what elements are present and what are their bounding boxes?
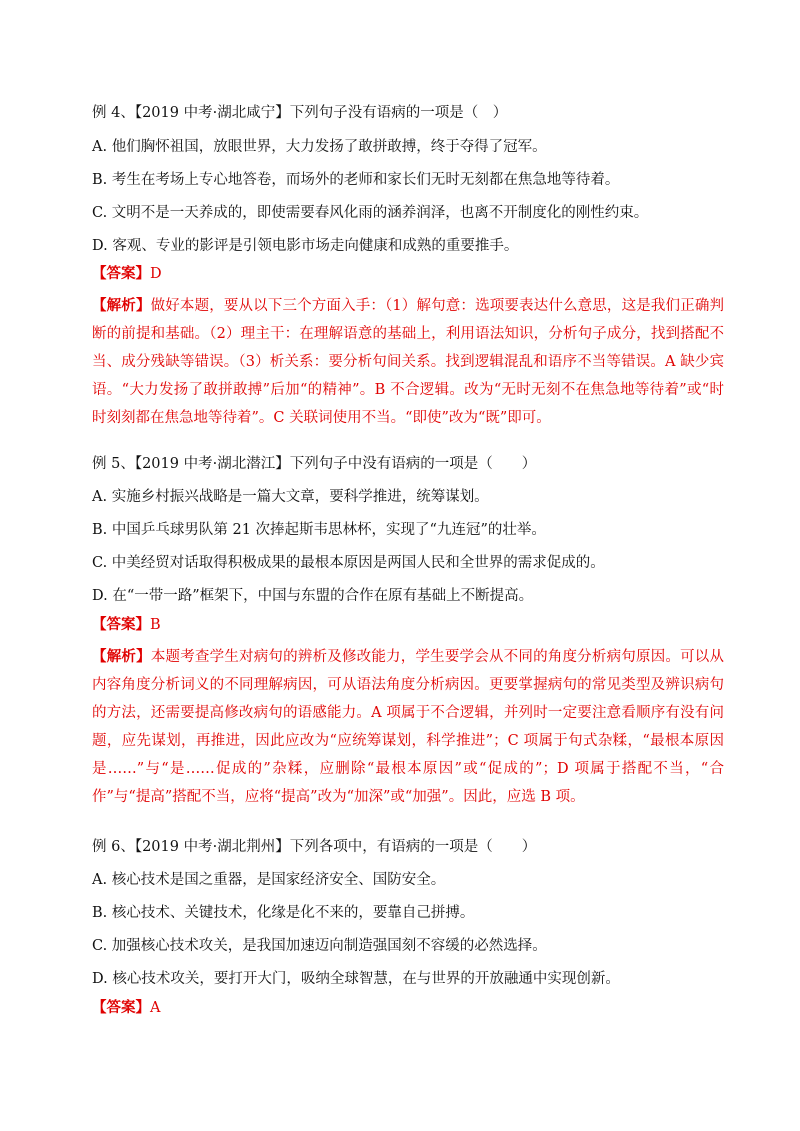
analysis-text: 做好本题，要从以下三个方面入手：（1）解句意：选项要表达什么意思，这是我们正确判断的前提和基础。（2）理主干：在理解语意的基础上，利用语法知识，分析句子成分，找到搭配不当、成分残缺等错误。（3）析关系：要分析句间关系。找到逻辑混乱和语序不当等错误。A 缺少宾语。“大力发扬了敢拼敢搏”后加“的精神”。B 不合逻辑。改为“无时无刻不在焦急地等待着”或“时时刻刻都在焦急地等待着”。C 关联词使用不当。“即使”改为“既”即可。 (92, 298, 724, 426)
answer-4 (92, 265, 722, 283)
answer-tag: 【答案】 (92, 616, 150, 633)
analysis-5 (92, 643, 724, 811)
answer-tag: 【答案】 (92, 999, 150, 1016)
answer-tag: 【答案】 (92, 265, 150, 282)
question-6: 例 6、【2019 中考·湖北荆州】下列各项中，有语病的一项是（ ） (92, 839, 537, 855)
question-4: 例 4、【2019 中考·湖北咸宁】下列句子没有语病的一项是（ ） (92, 105, 508, 121)
answer-value: A (150, 1000, 161, 1016)
analysis-text: 本题考查学生对病句的辨析及修改能力，学生要学会从不同的角度分析病句原因。可以从内容角度分析词义的不同理解病因，可从语法角度分析病因。更要掌握病句的常见类型及辨识病句的方法，还需要提高修改病句的语感能力。A 项属于不合逻辑，并列时一定要注意看顺序有没有问题，应先谋划，再推进，因此应改为“应统筹谋划，科学推进”；C 项属于句式杂糅，“最根本原因是……”与“是……促成的”杂糅，应删除“最根本原因”或“促成的”；D 项属于搭配不当，“合作”与“提高”搭配不当，应将“提高”改为“加深”或“加强”。因此，应选 B 项。 (92, 649, 724, 805)
option-6c: C. 加强核心技术攻关，是我国加速迈向制造强国刻不容缓的必然选择。 (92, 938, 547, 954)
option-4d: D. 客观、专业的影评是引领电影市场走向健康和成熟的重要推手。 (92, 238, 519, 254)
option-6d: D. 核心技术攻关，要打开大门，吸纳全球智慧，在与世界的开放融通中实现创新。 (92, 971, 620, 987)
option-5b: B. 中国乒乓球男队第 21 次捧起斯韦思林杯，实现了“九连冠”的壮举。 (92, 522, 546, 538)
option-4a: A. 他们胸怀祖国，放眼世界，大力发扬了敢拼敢搏，终于夺得了冠军。 (92, 139, 547, 155)
option-4c: C. 文明不是一天养成的，即使需要春风化雨的涵养润泽，也离不开制度化的刚性约束。 (92, 205, 649, 221)
option-6b: B. 核心技术、关键技术，化缘是化不来的，要靠自己拼搏。 (92, 905, 475, 921)
option-5c: C. 中美经贸对话取得积极成果的最根本原因是两国人民和全世界的需求促成的。 (92, 555, 605, 571)
analysis-tag: 【解析】 (92, 297, 151, 314)
question-5: 例 5、【2019 中考·湖北潜江】下列句子中没有语病的一项是（ ） (92, 456, 537, 472)
analysis-tag: 【解析】 (92, 648, 151, 665)
analysis-4 (92, 292, 724, 432)
option-5a: A. 实施乡村振兴战略是一篇大文章，要科学推进，统筹谋划。 (92, 489, 489, 505)
option-4b: B. 考生在考场上专心地答卷，而场外的老师和家长们无时无刻都在焦急地等待着。 (92, 172, 620, 188)
option-6a: A. 核心技术是国之重器，是国家经济安全、国防安全。 (92, 872, 446, 888)
answer-6 (92, 999, 722, 1017)
answer-value: D (150, 266, 162, 282)
option-5d: D. 在“一带一路”框架下，中国与东盟的合作在原有基础上不断提高。 (92, 588, 534, 604)
answer-5 (92, 616, 722, 634)
answer-value: B (150, 617, 161, 633)
